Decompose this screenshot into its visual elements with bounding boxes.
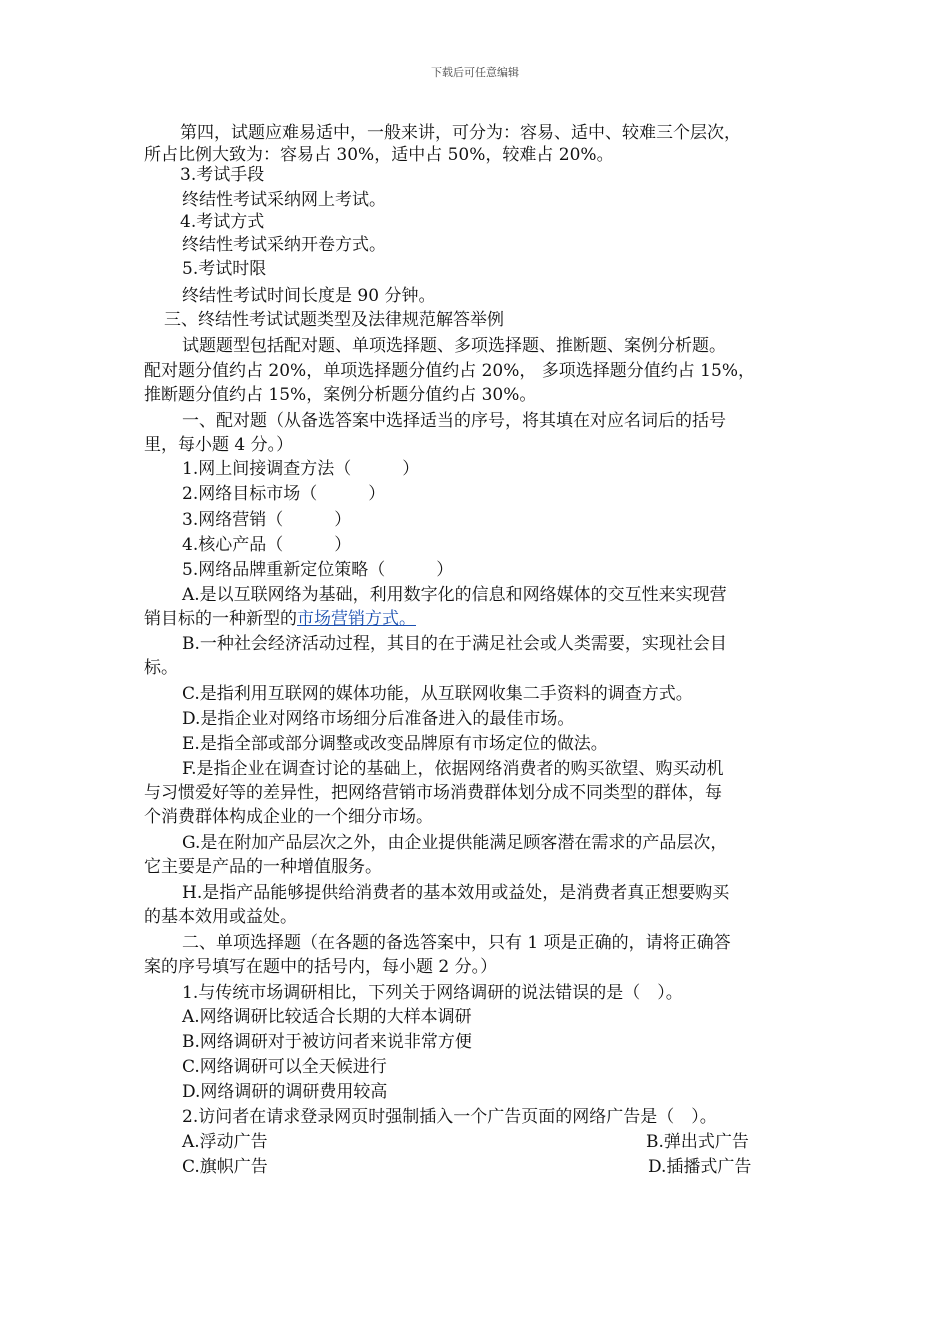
choice-option: C.网络调研可以全天候进行 [182, 1057, 387, 1077]
text-line: 第四，试题应难易适中，一般来讲，可分为：容易、适中、较难三个层次， [180, 123, 741, 143]
page-header: 下载后可任意编辑 [431, 66, 519, 79]
answer-option: 的基本效用或益处。 [144, 907, 297, 927]
matching-item: 2.网络目标市场（ ） [182, 484, 386, 504]
answer-option: G.是在附加产品层次之外，由企业提供能满足顾客潜在需求的产品层次， [182, 833, 728, 853]
choice-option: D.网络调研的调研费用较高 [182, 1082, 388, 1102]
text-line: 所占比例大致为：容易占 30%，适中占 50%，较难占 20%。 [144, 145, 614, 165]
answer-option: 个消费群体构成企业的一个细分市场。 [144, 807, 433, 827]
heading-exam-mode: 4.考试方式 [180, 212, 265, 232]
choice-option: B.网络调研对于被访问者来说非常方便 [182, 1032, 472, 1052]
market-link[interactable]: 市场营销方式。 [297, 609, 416, 629]
question: 2.访问者在请求登录网页时强制插入一个广告页面的网络广告是（ ）。 [182, 1107, 717, 1127]
matching-instructions: 里，每小题 4 分。） [144, 435, 294, 455]
answer-option: 与习惯爱好等的差异性，把网络营销市场消费群体划分成不同类型的群体，每 [144, 783, 722, 803]
answer-option: 它主要是产品的一种增值服务。 [144, 857, 382, 877]
question: 1.与传统市场调研相比，下列关于网络调研的说法错误的是（ ）。 [182, 983, 683, 1003]
answer-option [144, 608, 416, 630]
single-choice-instructions: 二、单项选择题（在各题的备选答案中，只有 1 项是正确的，请将正确答 [182, 933, 731, 953]
text-line: 终结性考试采纳网上考试。 [182, 190, 386, 210]
answer-option: A.是以互联网络为基础，利用数字化的信息和网络媒体的交互性来实现营 [182, 585, 727, 605]
answer-option: C.是指利用互联网的媒体功能，从互联网收集二手资料的调查方式。 [182, 684, 693, 704]
matching-item: 5.网络品牌重新定位策略（ ） [182, 560, 454, 580]
answer-option: 标。 [144, 658, 178, 678]
answer-option: E.是指全部或部分调整或改变品牌原有市场定位的做法。 [182, 734, 608, 754]
text-line: 配对题分值约占 20%，单项选择题分值约占 20%， 多项选择题分值约占 15%， [144, 361, 755, 381]
text-line: 推断题分值约占 15%，案例分析题分值约占 30%。 [144, 385, 537, 405]
matching-item: 1.网上间接调查方法（ ） [182, 459, 420, 479]
choice-option: A.浮动广告 [182, 1132, 268, 1152]
answer-option: B.一种社会经济活动过程，其目的在于满足社会或人类需要，实现社会目 [182, 634, 727, 654]
matching-item: 4.核心产品（ ） [182, 535, 352, 555]
choice-option: A.网络调研比较适合长期的大样本调研 [182, 1007, 472, 1027]
answer-option: D.是指企业对网络市场细分后准备进入的最佳市场。 [182, 709, 575, 729]
text-span: 销目标的一种新型的 [144, 609, 297, 629]
heading-exam-time: 5.考试时限 [182, 259, 267, 279]
section-heading: 三、终结性考试试题类型及法律规范解答举例 [164, 310, 504, 330]
text-line: 终结性考试采纳开卷方式。 [182, 235, 386, 255]
answer-option: F.是指企业在调查讨论的基础上，依据网络消费者的购买欲望、购买动机 [182, 759, 724, 779]
choice-option: B.弹出式广告 [646, 1132, 749, 1152]
choice-option: D.插播式广告 [648, 1157, 752, 1177]
matching-item: 3.网络营销（ ） [182, 510, 352, 530]
single-choice-instructions: 案的序号填写在题中的括号内，每小题 2 分。） [144, 957, 498, 977]
matching-instructions: 一、配对题（从备选答案中选择适当的序号，将其填在对应名词后的括号 [182, 411, 726, 431]
heading-exam-means: 3.考试手段 [180, 165, 265, 185]
text-line: 终结性考试时间长度是 90 分钟。 [182, 286, 436, 306]
choice-option: C.旗帜广告 [182, 1157, 268, 1177]
text-line: 试题题型包括配对题、单项选择题、多项选择题、推断题、案例分析题。 [182, 336, 726, 356]
answer-option: H.是指产品能够提供给消费者的基本效用或益处，是消费者真正想要购买 [182, 883, 730, 903]
